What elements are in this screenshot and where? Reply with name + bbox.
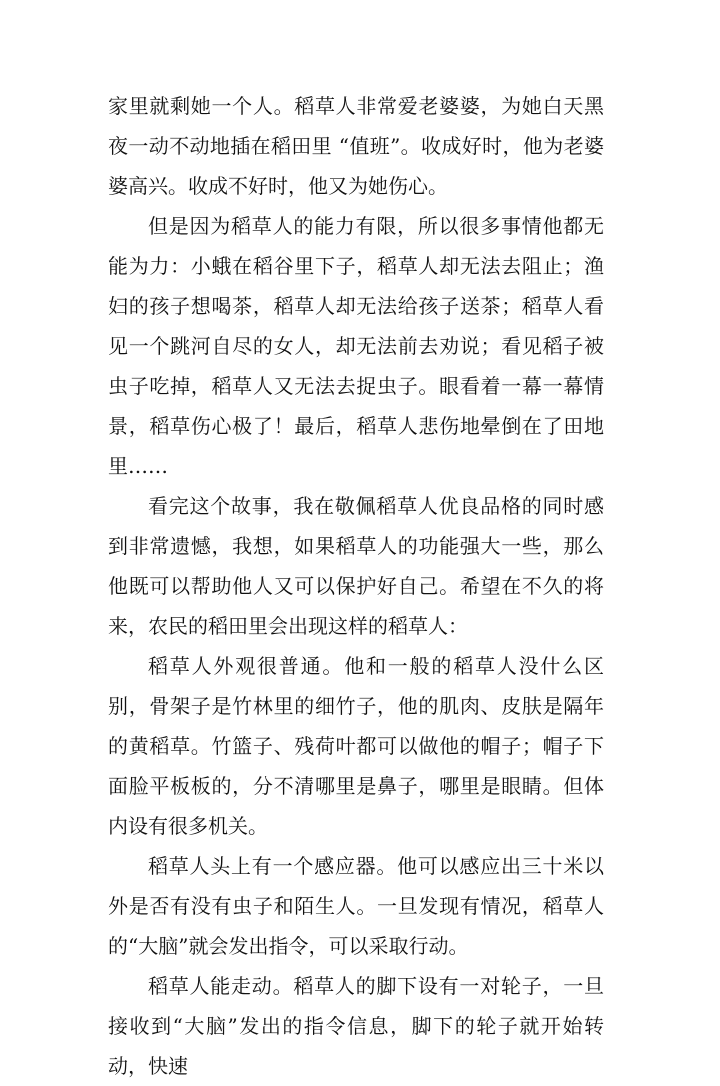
body-text [108, 86, 604, 1086]
paragraph-limitations: 但是因为稻草人的能力有限，所以很多事情他都无能为力：小蛾在稻谷里下子，稻草人却无法去阻止；渔妇的孩子想喝茶，稻草人却无法给孩子送茶；稻草人看见一个跳河自尽的女人，却无法前去劝说；看见稻子被虫子吃掉，稻草人又无法去捉虫子。眼看着一幕一幕情景，稻草伤心极了！最后，稻草人悲伤地晕倒在了田地里…… [108, 214, 604, 478]
paragraph-mobility: 稻草人能走动。稻草人的脚下设有一对轮子，一旦接收到“大脑”发出的指令信息，脚下的轮子就开始转动，快速 [108, 974, 604, 1078]
paragraph-continued: 家里就剩她一个人。稻草人非常爱老婆婆，为她白天黑夜一动不动地插在稻田里 “值班”。收成好时，他为老婆婆高兴。收成不好时，他又为她伤心。 [108, 94, 604, 198]
paragraph-sensor: 稻草人头上有一个感应器。他可以感应出三十米以外是否有没有虫子和陌生人。一旦发现有情况，稻草人的“大脑”就会发出指令，可以采取行动。 [108, 854, 604, 958]
paragraph-reflection: 看完这个故事，我在敬佩稻草人优良品格的同时感到非常遗憾，我想，如果稻草人的功能强大一些，那么他既可以帮助他人又可以保护好自己。希望在不久的将来，农民的稻田里会出现这样的稻草人： [108, 494, 604, 638]
paragraph-appearance: 稻草人外观很普通。他和一般的稻草人没什么区别，骨架子是竹林里的细竹子，他的肌肉、皮肤是隔年的黄稻草。竹篮子、残荷叶都可以做他的帽子；帽子下面脸平板板的，分不清哪里是鼻子，哪里是眼睛。但体内设有很多机关。 [108, 654, 604, 838]
